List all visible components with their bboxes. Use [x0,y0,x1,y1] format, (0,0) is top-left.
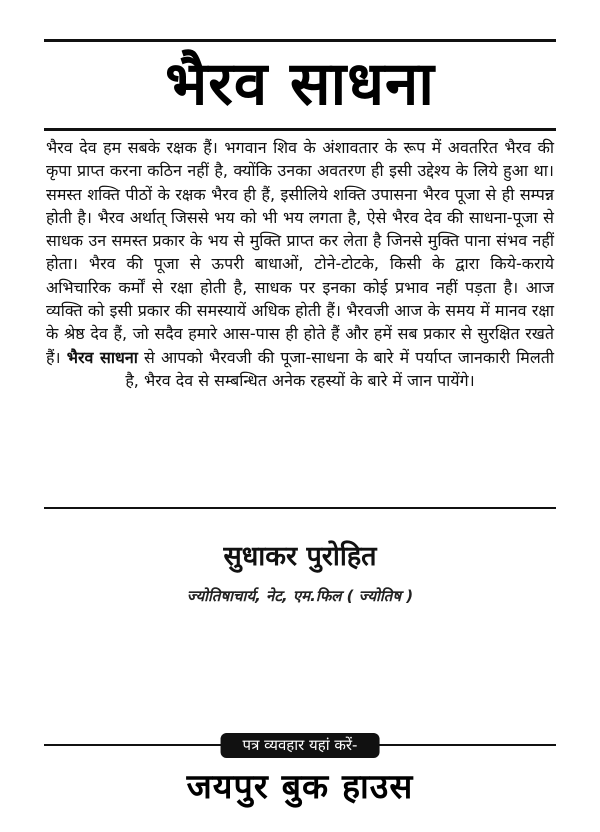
book-title: भैरव साधना [165,49,435,119]
description-bold-title: भैरव साधना [66,347,138,367]
title-divider [44,128,556,131]
contact-label-badge: पत्र व्यवहार यहां करें- [221,733,380,758]
description-paragraph [46,136,554,392]
author-credentials: ज्योतिषाचार्य, नेट, एम.फिल ( ज्योतिष ) [186,587,414,605]
top-divider [44,39,556,42]
author-name: सुधाकर पुरोहित [223,541,377,572]
publisher-name: जयपुर बुक हाउस [186,767,414,807]
description-text: भैरव देव हम सबके रक्षक हैं। भगवान शिव के अंशावतार के रूप में अवतरित भैरव की कृपा प्राप्त करना कठिन नहीं है, क्योंकि उनका अवतरण ही इसी उद्देश्य के लिये हुआ था। समस्त शक्ति पीठों के रक्षक भैरव ही हैं, इसीलिये शक्ति उपासना भैरव पूजा से ही सम्पन्न होती है। भैरव अर्थात् जिससे भय को भी भय लगता है, ऐसे भैरव देव की साधना-पूजा से साधक उन समस्त प्रकार के भय से मुक्ति प्राप्त कर लेता है जिनसे मुक्ति पाना संभव नहीं होता। भैरव की पूजा से ऊपरी बाधाओं, टोने-टोटके, किसी के द्वारा किये-कराये अभिचारिक कर्मों से रक्षा होती है, साधक पर इनका कोई प्रभाव नहीं पड़ता है। आज व्यक्ति को इसी प्रकार की समस्यायें अधिक होती हैं। भैरवजी आज के समय में मानव रक्षा के श्रेष्ठ देव हैं, जो सदैव हमारे आस-पास ही होते हैं और हमें सब प्रकार से सुरक्षित रखते हैं। [46,138,554,367]
description-text-end: से आपको भैरवजी की पूजा-साधना के बारे में पर्याप्त जानकारी मिलती है, भैरव देव से सम्बन्धित अनेक रहस्यों के बारे में जान पायेंगे। [125,347,554,390]
body-divider [44,507,556,509]
